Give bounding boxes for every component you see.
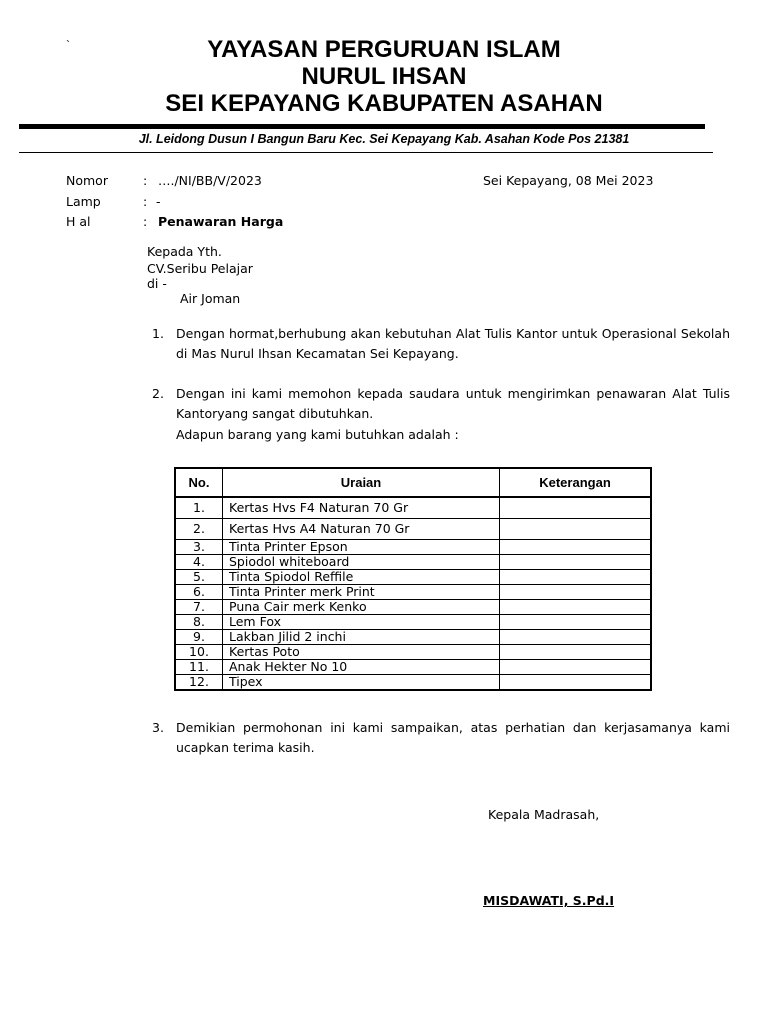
row-note bbox=[500, 570, 652, 585]
row-number: 3. bbox=[175, 540, 223, 555]
lamp-separator: : bbox=[143, 194, 148, 209]
row-number: 11. bbox=[175, 660, 223, 675]
paragraph-1-text: Dengan hormat,berhubung akan kebutuhan Alat Tulis Kantor untuk Operasional Sekolah di Mas Nurul Ihsan Kecamatan Sei Kepayang. bbox=[176, 326, 730, 361]
paragraph-1 bbox=[152, 324, 730, 364]
row-number: 1. bbox=[175, 497, 223, 519]
place-date: Sei Kepayang, 08 Mei 2023 bbox=[483, 173, 654, 188]
table-row bbox=[175, 660, 651, 675]
hal-label: H al bbox=[66, 214, 91, 229]
nomor-value: …./NI/BB/V/2023 bbox=[158, 173, 262, 188]
row-item: Kertas Poto bbox=[223, 645, 500, 660]
letterhead-divider-thick bbox=[19, 124, 705, 129]
table-row bbox=[175, 645, 651, 660]
row-note bbox=[500, 600, 652, 615]
row-number: 10. bbox=[175, 645, 223, 660]
row-note bbox=[500, 497, 652, 519]
nomor-label: Nomor bbox=[66, 173, 108, 188]
row-item: Tinta Printer Epson bbox=[223, 540, 500, 555]
paragraph-2-number: 2. bbox=[152, 386, 164, 401]
row-item: Spiodol whiteboard bbox=[223, 555, 500, 570]
row-number: 5. bbox=[175, 570, 223, 585]
table-row bbox=[175, 675, 651, 691]
row-item: Lem Fox bbox=[223, 615, 500, 630]
row-note bbox=[500, 615, 652, 630]
paragraph-1-number: 1. bbox=[152, 326, 164, 341]
row-note bbox=[500, 660, 652, 675]
row-item: Lakban Jilid 2 inchi bbox=[223, 630, 500, 645]
nomor-separator: : bbox=[143, 173, 148, 188]
row-note bbox=[500, 645, 652, 660]
header-uraian: Uraian bbox=[223, 468, 500, 497]
school-address: Jl. Leidong Dusun I Bangun Baru Kec. Sei Kepayang Kab. Asahan Kode Pos 21381 bbox=[138, 132, 630, 146]
hal-value: Penawaran Harga bbox=[158, 214, 284, 229]
row-item: Anak Hekter No 10 bbox=[223, 660, 500, 675]
row-note bbox=[500, 519, 652, 540]
table-header-row bbox=[175, 468, 651, 497]
row-item: Puna Cair merk Kenko bbox=[223, 600, 500, 615]
header-keterangan: Keterangan bbox=[500, 468, 652, 497]
stray-mark: ` bbox=[66, 38, 70, 52]
row-note bbox=[500, 540, 652, 555]
table-row bbox=[175, 615, 651, 630]
paragraph-3-number: 3. bbox=[152, 720, 164, 735]
table-row bbox=[175, 497, 651, 519]
table-row bbox=[175, 555, 651, 570]
table-row bbox=[175, 600, 651, 615]
row-number: 8. bbox=[175, 615, 223, 630]
row-note bbox=[500, 630, 652, 645]
paragraph-3 bbox=[152, 718, 730, 758]
lamp-value: - bbox=[156, 194, 161, 209]
lamp-label: Lamp bbox=[66, 194, 101, 209]
signature-name: MISDAWATI, S.Pd.I bbox=[483, 893, 615, 908]
row-number: 12. bbox=[175, 675, 223, 691]
table-row bbox=[175, 570, 651, 585]
row-number: 2. bbox=[175, 519, 223, 540]
school-name: NURUL IHSAN bbox=[301, 63, 467, 90]
recipient-place: Air Joman bbox=[180, 291, 241, 306]
row-number: 7. bbox=[175, 600, 223, 615]
row-item: Tinta Spiodol Reffile bbox=[223, 570, 500, 585]
row-number: 4. bbox=[175, 555, 223, 570]
table-row bbox=[175, 540, 651, 555]
table-row bbox=[175, 630, 651, 645]
row-item: Tipex bbox=[223, 675, 500, 691]
paragraph-2-followup: Adapun barang yang kami butuhkan adalah : bbox=[176, 427, 459, 442]
row-note bbox=[500, 555, 652, 570]
hal-separator: : bbox=[143, 214, 148, 229]
header-no: No. bbox=[175, 468, 223, 497]
signature-title: Kepala Madrasah, bbox=[488, 807, 600, 822]
paragraph-2 bbox=[152, 384, 730, 424]
foundation-name: YAYASAN PERGURUAN ISLAM bbox=[207, 36, 561, 63]
paragraph-3-text: Demikian permohonan ini kami sampaikan, atas perhatian dan kerjasamanya kami ucapkan terima kasih. bbox=[176, 720, 730, 755]
letterhead-divider-thin bbox=[19, 152, 713, 153]
table-row bbox=[175, 585, 651, 600]
row-item: Tinta Printer merk Print bbox=[223, 585, 500, 600]
school-location: SEI KEPAYANG KABUPATEN ASAHAN bbox=[165, 90, 603, 117]
recipient-name: CV.Seribu Pelajar bbox=[147, 261, 253, 276]
row-number: 9. bbox=[175, 630, 223, 645]
row-note bbox=[500, 675, 652, 691]
row-number: 6. bbox=[175, 585, 223, 600]
row-item: Kertas Hvs A4 Naturan 70 Gr bbox=[223, 519, 500, 540]
recipient-at: di - bbox=[147, 276, 167, 291]
items-table bbox=[174, 467, 652, 691]
table-row bbox=[175, 519, 651, 540]
row-item: Kertas Hvs F4 Naturan 70 Gr bbox=[223, 497, 500, 519]
paragraph-2-text: Dengan ini kami memohon kepada saudara untuk mengirimkan penawaran Alat Tulis Kantoryang sangat dibutuhkan. bbox=[176, 386, 730, 421]
row-note bbox=[500, 585, 652, 600]
recipient-greeting: Kepada Yth. bbox=[147, 244, 222, 259]
